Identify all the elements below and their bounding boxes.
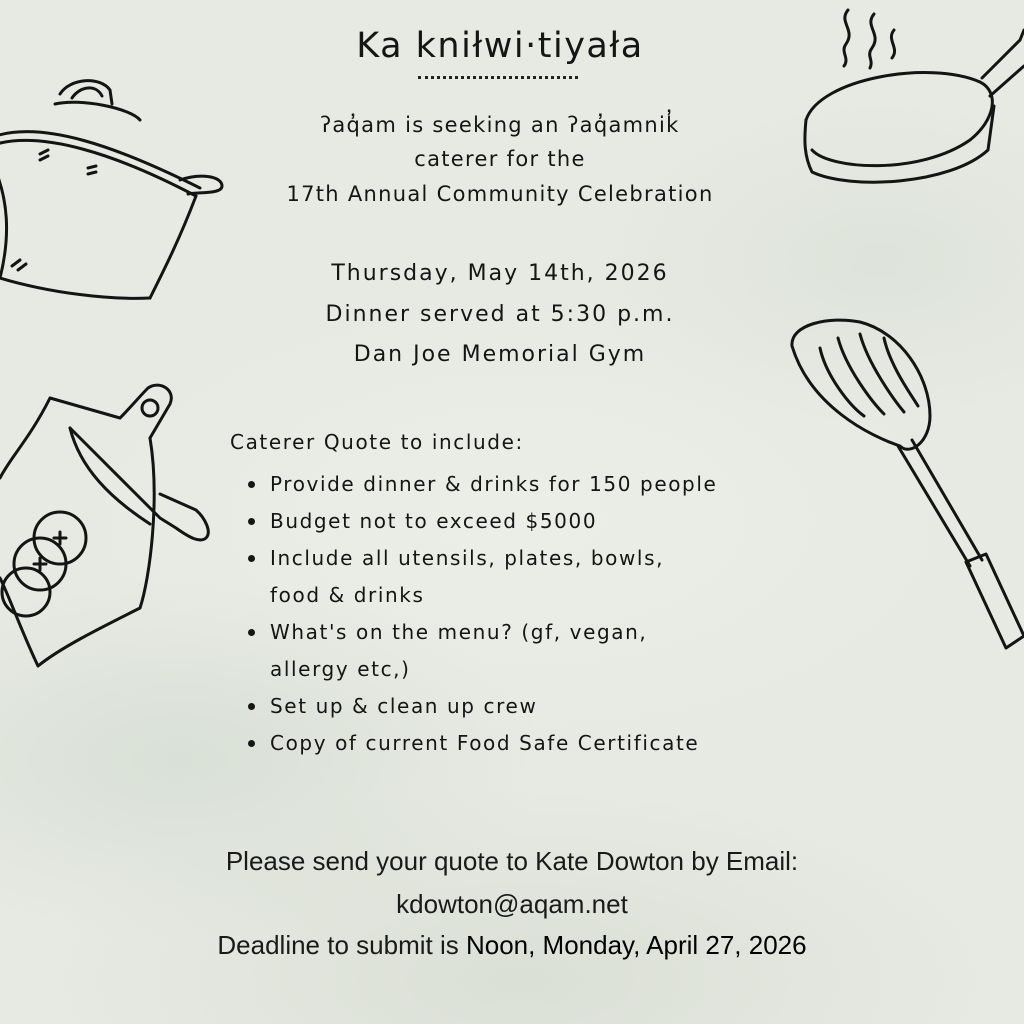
event-time: Dinner served at 5:30 p.m.	[325, 302, 675, 327]
list-item: Set up & clean up crew	[270, 688, 717, 725]
event-date: Thursday, May 14th, 2026	[331, 261, 669, 286]
list-item: What's on the menu? (gf, vegan,	[270, 614, 717, 651]
contact-email[interactable]: kdowton@aqam.net	[396, 889, 628, 919]
list-item: Include all utensils, plates, bowls,	[270, 540, 717, 577]
deadline-date: Noon, Monday, April 27, 2026	[465, 930, 807, 960]
list-item: Provide dinner & drinks for 150 people	[270, 466, 717, 503]
intro-line-3: 17th Annual Community Celebration	[286, 182, 714, 206]
deadline-line	[0, 930, 1024, 961]
list-item-continuation: food & drinks	[270, 583, 425, 607]
page-title: Ka kniłwi·tiyała	[356, 26, 644, 66]
list-item: Copy of current Food Safe Certificate	[270, 725, 717, 762]
quote-requirements-list	[270, 466, 717, 762]
event-venue: Dan Joe Memorial Gym	[353, 342, 647, 367]
cutting-board-icon	[0, 378, 220, 678]
list-item: Budget not to exceed $5000	[270, 503, 717, 540]
title-divider	[418, 76, 578, 79]
quote-heading: Caterer Quote to include:	[230, 430, 524, 454]
contact-instruction: Please send your quote to Kate Dowton by Email:	[225, 846, 799, 876]
list-item-continuation: allergy etc,)	[270, 657, 411, 681]
intro-line-2: caterer for the	[414, 147, 586, 171]
intro-line-1: ʔaq̓am is seeking an ʔaq̓amnik̓	[320, 113, 680, 137]
deadline-prefix: Deadline to submit is	[217, 930, 466, 960]
spatula-icon	[780, 316, 1024, 676]
